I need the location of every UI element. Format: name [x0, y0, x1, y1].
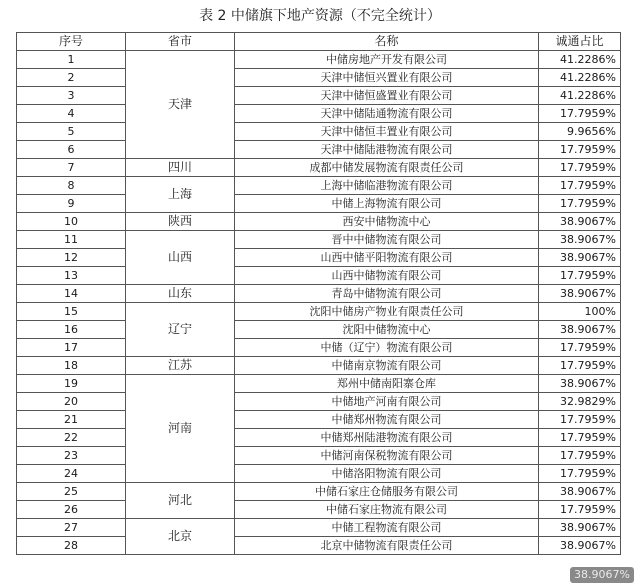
row-seq: 12	[17, 249, 126, 267]
row-seq: 3	[17, 87, 126, 105]
row-share-percent: 38.9067%	[539, 285, 621, 303]
row-company-name: 晋中中储物流有限公司	[235, 231, 539, 249]
row-share-percent: 38.9067%	[539, 213, 621, 231]
row-share-percent: 38.9067%	[539, 483, 621, 501]
row-share-percent: 17.7959%	[539, 357, 621, 375]
row-company-name: 中储石家庄仓储服务有限公司	[235, 483, 539, 501]
header-pct: 诚通占比	[539, 33, 621, 51]
table-row	[17, 123, 621, 141]
row-company-name: 中储郑州物流有限公司	[235, 411, 539, 429]
row-company-name: 山西中储物流有限公司	[235, 267, 539, 285]
table-row	[17, 51, 621, 69]
row-seq: 18	[17, 357, 126, 375]
row-seq: 9	[17, 195, 126, 213]
row-share-percent: 32.9829%	[539, 393, 621, 411]
row-share-percent: 38.9067%	[539, 519, 621, 537]
table-row	[17, 267, 621, 285]
real-estate-resources-table	[16, 32, 621, 555]
row-seq: 8	[17, 177, 126, 195]
table-row	[17, 483, 621, 501]
row-seq: 4	[17, 105, 126, 123]
row-company-name: 中储石家庄物流有限公司	[235, 501, 539, 519]
table-row	[17, 177, 621, 195]
row-seq: 17	[17, 339, 126, 357]
row-share-percent: 17.7959%	[539, 141, 621, 159]
table-row	[17, 285, 621, 303]
row-company-name: 中储河南保税物流有限公司	[235, 447, 539, 465]
table-row	[17, 87, 621, 105]
row-seq: 1	[17, 51, 126, 69]
row-share-percent: 41.2286%	[539, 51, 621, 69]
row-seq: 11	[17, 231, 126, 249]
row-company-name: 青岛中储物流有限公司	[235, 285, 539, 303]
table-row	[17, 447, 621, 465]
row-company-name: 中储上海物流有限公司	[235, 195, 539, 213]
row-province: 辽宁	[126, 303, 235, 357]
table-row	[17, 501, 621, 519]
row-share-percent: 17.7959%	[539, 429, 621, 447]
row-company-name: 天津中储恒丰置业有限公司	[235, 123, 539, 141]
row-seq: 22	[17, 429, 126, 447]
row-share-percent: 17.7959%	[539, 501, 621, 519]
row-share-percent: 9.9656%	[539, 123, 621, 141]
row-seq: 15	[17, 303, 126, 321]
row-province: 江苏	[126, 357, 235, 375]
table-row	[17, 393, 621, 411]
row-share-percent: 17.7959%	[539, 339, 621, 357]
row-share-percent: 41.2286%	[539, 69, 621, 87]
table-caption: 表 2 中储旗下地产资源（不完全统计）	[199, 8, 441, 24]
table-row	[17, 249, 621, 267]
row-share-percent: 41.2286%	[539, 87, 621, 105]
row-seq: 13	[17, 267, 126, 285]
table-row	[17, 411, 621, 429]
row-company-name: 天津中储陆港物流有限公司	[235, 141, 539, 159]
row-company-name: 郑州中储南阳寨仓库	[235, 375, 539, 393]
table-row	[17, 537, 621, 555]
row-seq: 21	[17, 411, 126, 429]
row-seq: 27	[17, 519, 126, 537]
row-seq: 23	[17, 447, 126, 465]
table-row	[17, 519, 621, 537]
row-company-name: 西安中储物流中心	[235, 213, 539, 231]
table-row	[17, 159, 621, 177]
header-province: 省市	[126, 33, 235, 51]
row-company-name: 沈阳中储房产物业有限责任公司	[235, 303, 539, 321]
row-company-name: 上海中储临港物流有限公司	[235, 177, 539, 195]
row-province: 河南	[126, 375, 235, 483]
row-seq: 6	[17, 141, 126, 159]
header-name: 名称	[235, 33, 539, 51]
table-row	[17, 375, 621, 393]
row-company-name: 中储（辽宁）物流有限公司	[235, 339, 539, 357]
row-company-name: 中储地产河南有限公司	[235, 393, 539, 411]
row-province: 上海	[126, 177, 235, 213]
row-company-name: 中储洛阳物流有限公司	[235, 465, 539, 483]
row-company-name: 中储郑州陆港物流有限公司	[235, 429, 539, 447]
row-share-percent: 17.7959%	[539, 411, 621, 429]
row-province: 北京	[126, 519, 235, 555]
row-share-percent: 17.7959%	[539, 177, 621, 195]
row-province: 山东	[126, 285, 235, 303]
row-province: 山西	[126, 231, 235, 285]
row-company-name: 中储房地产开发有限公司	[235, 51, 539, 69]
row-seq: 20	[17, 393, 126, 411]
table-row	[17, 339, 621, 357]
row-share-percent: 38.9067%	[539, 375, 621, 393]
row-seq: 5	[17, 123, 126, 141]
row-seq: 24	[17, 465, 126, 483]
row-province: 陕西	[126, 213, 235, 231]
table-row	[17, 231, 621, 249]
row-seq: 16	[17, 321, 126, 339]
table-row	[17, 213, 621, 231]
row-share-percent: 17.7959%	[539, 159, 621, 177]
header-seq: 序号	[17, 33, 126, 51]
table-row	[17, 357, 621, 375]
row-seq: 19	[17, 375, 126, 393]
table-row	[17, 141, 621, 159]
table-row	[17, 321, 621, 339]
row-seq: 10	[17, 213, 126, 231]
row-company-name: 北京中储物流有限责任公司	[235, 537, 539, 555]
row-province: 四川	[126, 159, 235, 177]
row-seq: 14	[17, 285, 126, 303]
table-row	[17, 429, 621, 447]
row-province: 河北	[126, 483, 235, 519]
row-share-percent: 17.7959%	[539, 465, 621, 483]
row-seq: 25	[17, 483, 126, 501]
table-row	[17, 69, 621, 87]
row-share-percent: 100%	[539, 303, 621, 321]
row-company-name: 中储工程物流有限公司	[235, 519, 539, 537]
row-seq: 26	[17, 501, 126, 519]
row-company-name: 山西中储平阳物流有限公司	[235, 249, 539, 267]
table-header-row	[17, 33, 621, 51]
watermark-badge: 38.9067%	[570, 567, 634, 583]
row-share-percent: 38.9067%	[539, 231, 621, 249]
row-company-name: 中储南京物流有限公司	[235, 357, 539, 375]
row-share-percent: 17.7959%	[539, 267, 621, 285]
row-seq: 7	[17, 159, 126, 177]
row-seq: 28	[17, 537, 126, 555]
row-share-percent: 38.9067%	[539, 537, 621, 555]
row-province: 天津	[126, 51, 235, 159]
row-company-name: 沈阳中储物流中心	[235, 321, 539, 339]
row-company-name: 天津中储恒兴置业有限公司	[235, 69, 539, 87]
row-share-percent: 17.7959%	[539, 195, 621, 213]
row-company-name: 天津中储恒盛置业有限公司	[235, 87, 539, 105]
table-row	[17, 195, 621, 213]
row-company-name: 成都中储发展物流有限责任公司	[235, 159, 539, 177]
table-row	[17, 303, 621, 321]
table-row	[17, 465, 621, 483]
row-share-percent: 17.7959%	[539, 105, 621, 123]
table-body	[17, 51, 621, 555]
table-row	[17, 105, 621, 123]
row-company-name: 天津中储陆通物流有限公司	[235, 105, 539, 123]
row-share-percent: 38.9067%	[539, 249, 621, 267]
row-seq: 2	[17, 69, 126, 87]
row-share-percent: 17.7959%	[539, 447, 621, 465]
row-share-percent: 38.9067%	[539, 321, 621, 339]
